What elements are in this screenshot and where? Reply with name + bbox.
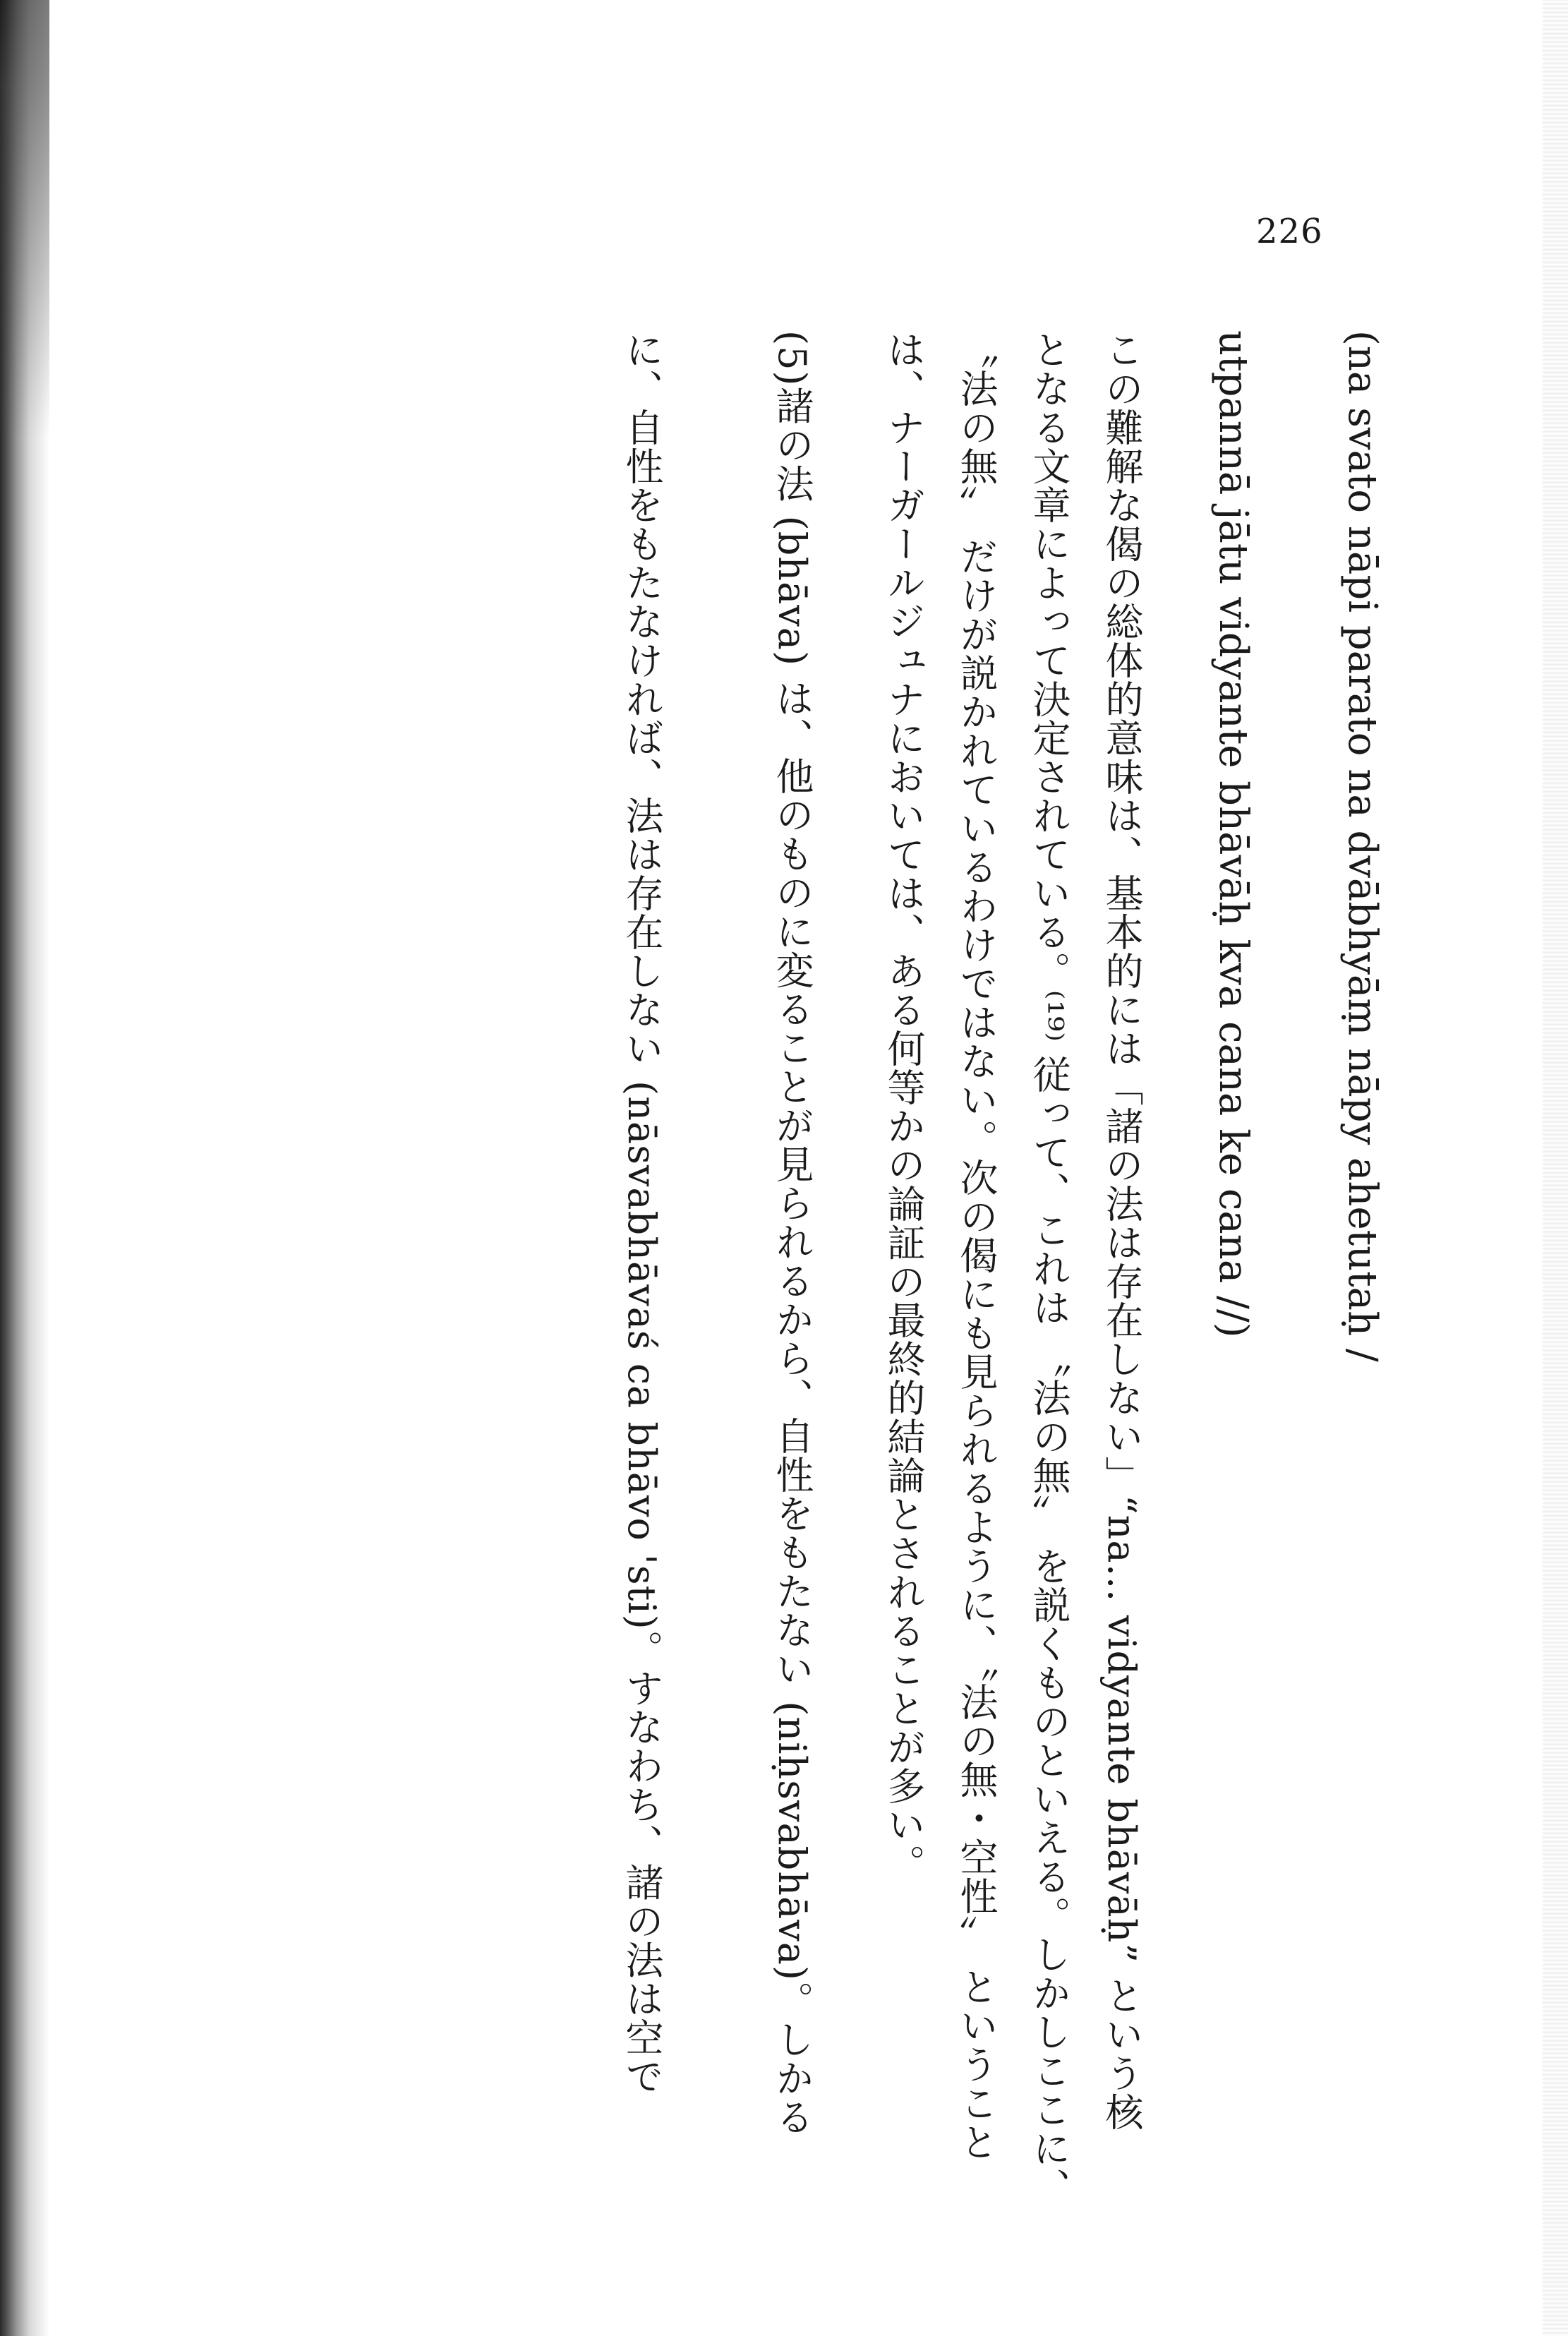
vertical-text-body: [185, 330, 1455, 2335]
paragraph-line: 〝法の無〟 だけが説かれているわけではない。次の偈にも見られるように、〝法の無・空性〟 ということ: [954, 330, 999, 2162]
quotation-line: (5)諸の法 (bhāva) は、他のものに変ることが見られるから、自性をもたない (niḥsvabhāva)。しかる: [770, 330, 814, 2136]
quotation-line-with-ref: [0, 330, 528, 2335]
scan-edge: [1543, 0, 1568, 2336]
quotation-line: に、自性をもたなければ、法は存在しない (nāsvabhāvaś ca bhāvo 'sti)。すなわち、諸の法は空で: [620, 330, 664, 2096]
verse-line-1: (na svato nāpi parato na dvābhyāṃ nāpy ahetutaḥ /: [1339, 330, 1385, 1362]
verse-line-2: utpannā jātu vidyante bhāvāḥ kva cana ke cana //): [1210, 330, 1256, 1338]
page-number: 226: [1256, 212, 1323, 251]
paragraph-line: は、ナーガールジュナにおいては、ある何等かの論証の最終的結論とされることが多い。: [881, 330, 926, 1883]
paragraph-line: となる文章によって決定されている。⁽¹⁹⁾ 従って、これは 〝法の無〟 を説くものといえる。しかしここに、: [1027, 330, 1071, 2207]
paragraph-line: この難解な偈の総体的意味は、基本的には「諸の法は存在しない」“na… vidyante bhāvāḥ” という核: [1099, 330, 1144, 2132]
